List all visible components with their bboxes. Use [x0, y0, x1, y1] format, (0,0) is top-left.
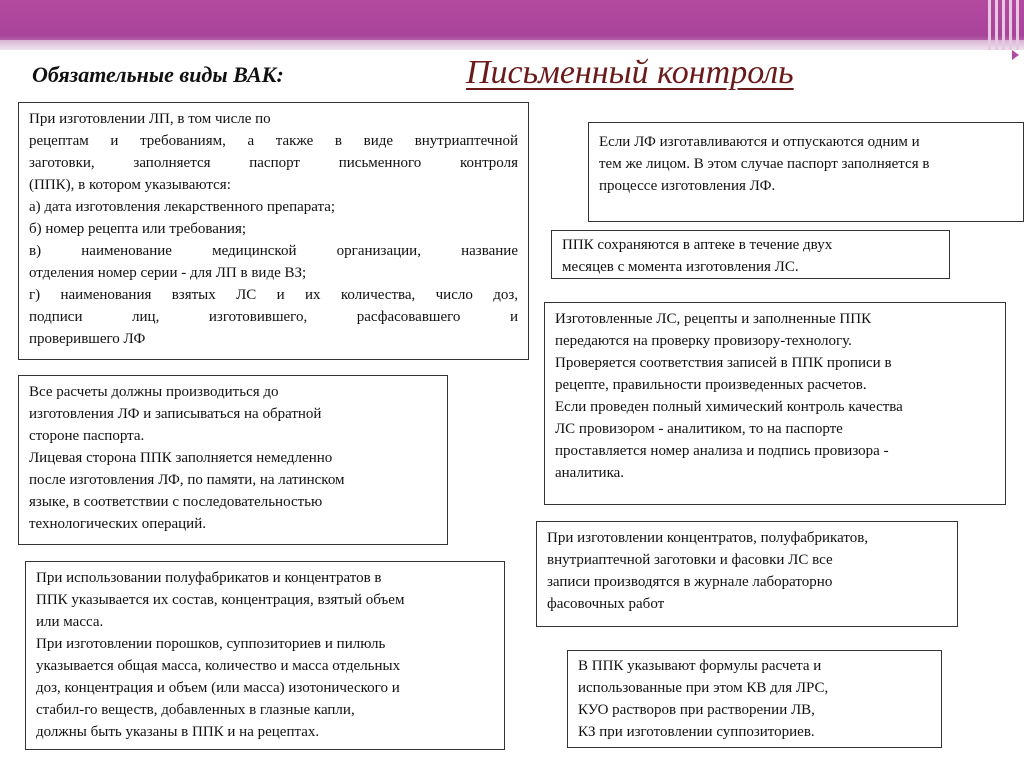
text-line: подписи лиц, изготовившего, расфасовавшего и	[29, 309, 518, 325]
text-line: рецептам и требованиям, а также в виде внутриаптечной	[29, 133, 518, 149]
text-line: проставляется номер анализа и подпись провизора -	[555, 443, 889, 459]
text-line: месяцев с момента изготовления ЛС.	[562, 259, 799, 275]
text-line: Если ЛФ изготавливаются и отпускаются одним и	[599, 134, 920, 150]
semi-products-box	[25, 561, 505, 750]
text-line: а) дата изготовления лекарственного препарата;	[29, 199, 336, 215]
text-line: (ППК), в котором указываются:	[29, 177, 231, 193]
text-line: Проверяется соответствия записей в ППК прописи в	[555, 355, 892, 371]
text-line: изготовления ЛФ и записываться на обратной	[29, 406, 322, 422]
verification-box	[544, 302, 1006, 505]
banner-underlay	[0, 40, 1024, 50]
text-line: отделения номер серии - для ЛП в виде ВЗ;	[29, 265, 307, 281]
text-line: При изготовлении концентратов, полуфабрикатов,	[547, 530, 869, 546]
text-line: ЛС провизором - аналитиком, то на паспорте	[555, 421, 843, 437]
text-line: должны быть указаны в ППК и на рецептах.	[36, 724, 320, 740]
text-line: записи производятся в журнале лабораторно	[547, 574, 833, 590]
text-line: При изготовлении порошков, суппозиториев и пилюль	[36, 636, 386, 652]
text-line: процессе изготовления ЛФ.	[599, 178, 776, 194]
calculations-box	[18, 375, 448, 545]
text-line: в) наименование медицинской организации, название	[29, 243, 518, 259]
text-line: Все расчеты должны производиться до	[29, 384, 279, 400]
text-line: фасовочных работ	[547, 596, 665, 612]
text-line: указывается общая масса, количество и масса отдельных	[36, 658, 401, 674]
same-person-box	[588, 122, 1024, 222]
text-line: При использовании полуфабрикатов и концентратов в	[36, 570, 382, 586]
text-line: доз, концентрация и объем (или масса) изотонического и	[36, 680, 400, 696]
text-line: проверившего ЛФ	[29, 331, 146, 347]
text-line: Лицевая сторона ППК заполняется немедленно	[29, 450, 333, 466]
text-line: или масса.	[36, 614, 104, 630]
text-line: после изготовления ЛФ, по памяти, на латинском	[29, 472, 345, 488]
text-line: г) наименования взятых ЛС и их количества, число доз,	[29, 287, 518, 303]
text-line: передаются на проверку провизору-технологу.	[555, 333, 852, 349]
text-line: технологических операций.	[29, 516, 206, 532]
formulas-box	[567, 650, 942, 748]
text-line: рецепте, правильности произведенных расчетов.	[555, 377, 867, 393]
top-banner	[0, 0, 1024, 50]
text-line: аналитика.	[555, 465, 625, 481]
text-line: В ППК указывают формулы расчета и	[578, 658, 822, 674]
left-heading: Обязательные виды ВАК:	[32, 62, 284, 87]
storage-box	[551, 230, 950, 279]
slide-marker-icon	[1012, 50, 1019, 60]
text-line: заготовки, заполняется паспорт письменного контроля	[29, 155, 518, 171]
text-line: использованные при этом КВ для ЛРС,	[578, 680, 829, 696]
text-line: стороне паспорта.	[29, 428, 145, 444]
text-line: языке, в соответствии с последовательностью	[29, 494, 323, 510]
text-line: внутриаптечной заготовки и фасовки ЛС все	[547, 552, 833, 568]
text-line: КЗ при изготовлении суппозиториев.	[578, 724, 815, 740]
text-line: ППК указывается их состав, концентрация, взятый объем	[36, 592, 405, 608]
journal-box	[536, 521, 958, 627]
text-line: При изготовлении ЛП, в том числе по	[29, 111, 271, 127]
text-line: ППК сохраняются в аптеке в течение двух	[562, 237, 833, 253]
text-line: стабил-го веществ, добавленных в глазные капли,	[36, 702, 355, 718]
ppk-intro-box	[18, 102, 529, 360]
text-line: б) номер рецепта или требования;	[29, 221, 247, 237]
text-line: тем же лицом. В этом случае паспорт заполняется в	[599, 156, 930, 172]
banner-stripes	[984, 0, 1024, 50]
text-line: Если проведен полный химический контроль качества	[555, 399, 903, 415]
text-line: КУО растворов при растворении ЛВ,	[578, 702, 815, 718]
page-title: Письменный контроль	[466, 54, 794, 91]
text-line: Изготовленные ЛС, рецепты и заполненные ППК	[555, 311, 872, 327]
